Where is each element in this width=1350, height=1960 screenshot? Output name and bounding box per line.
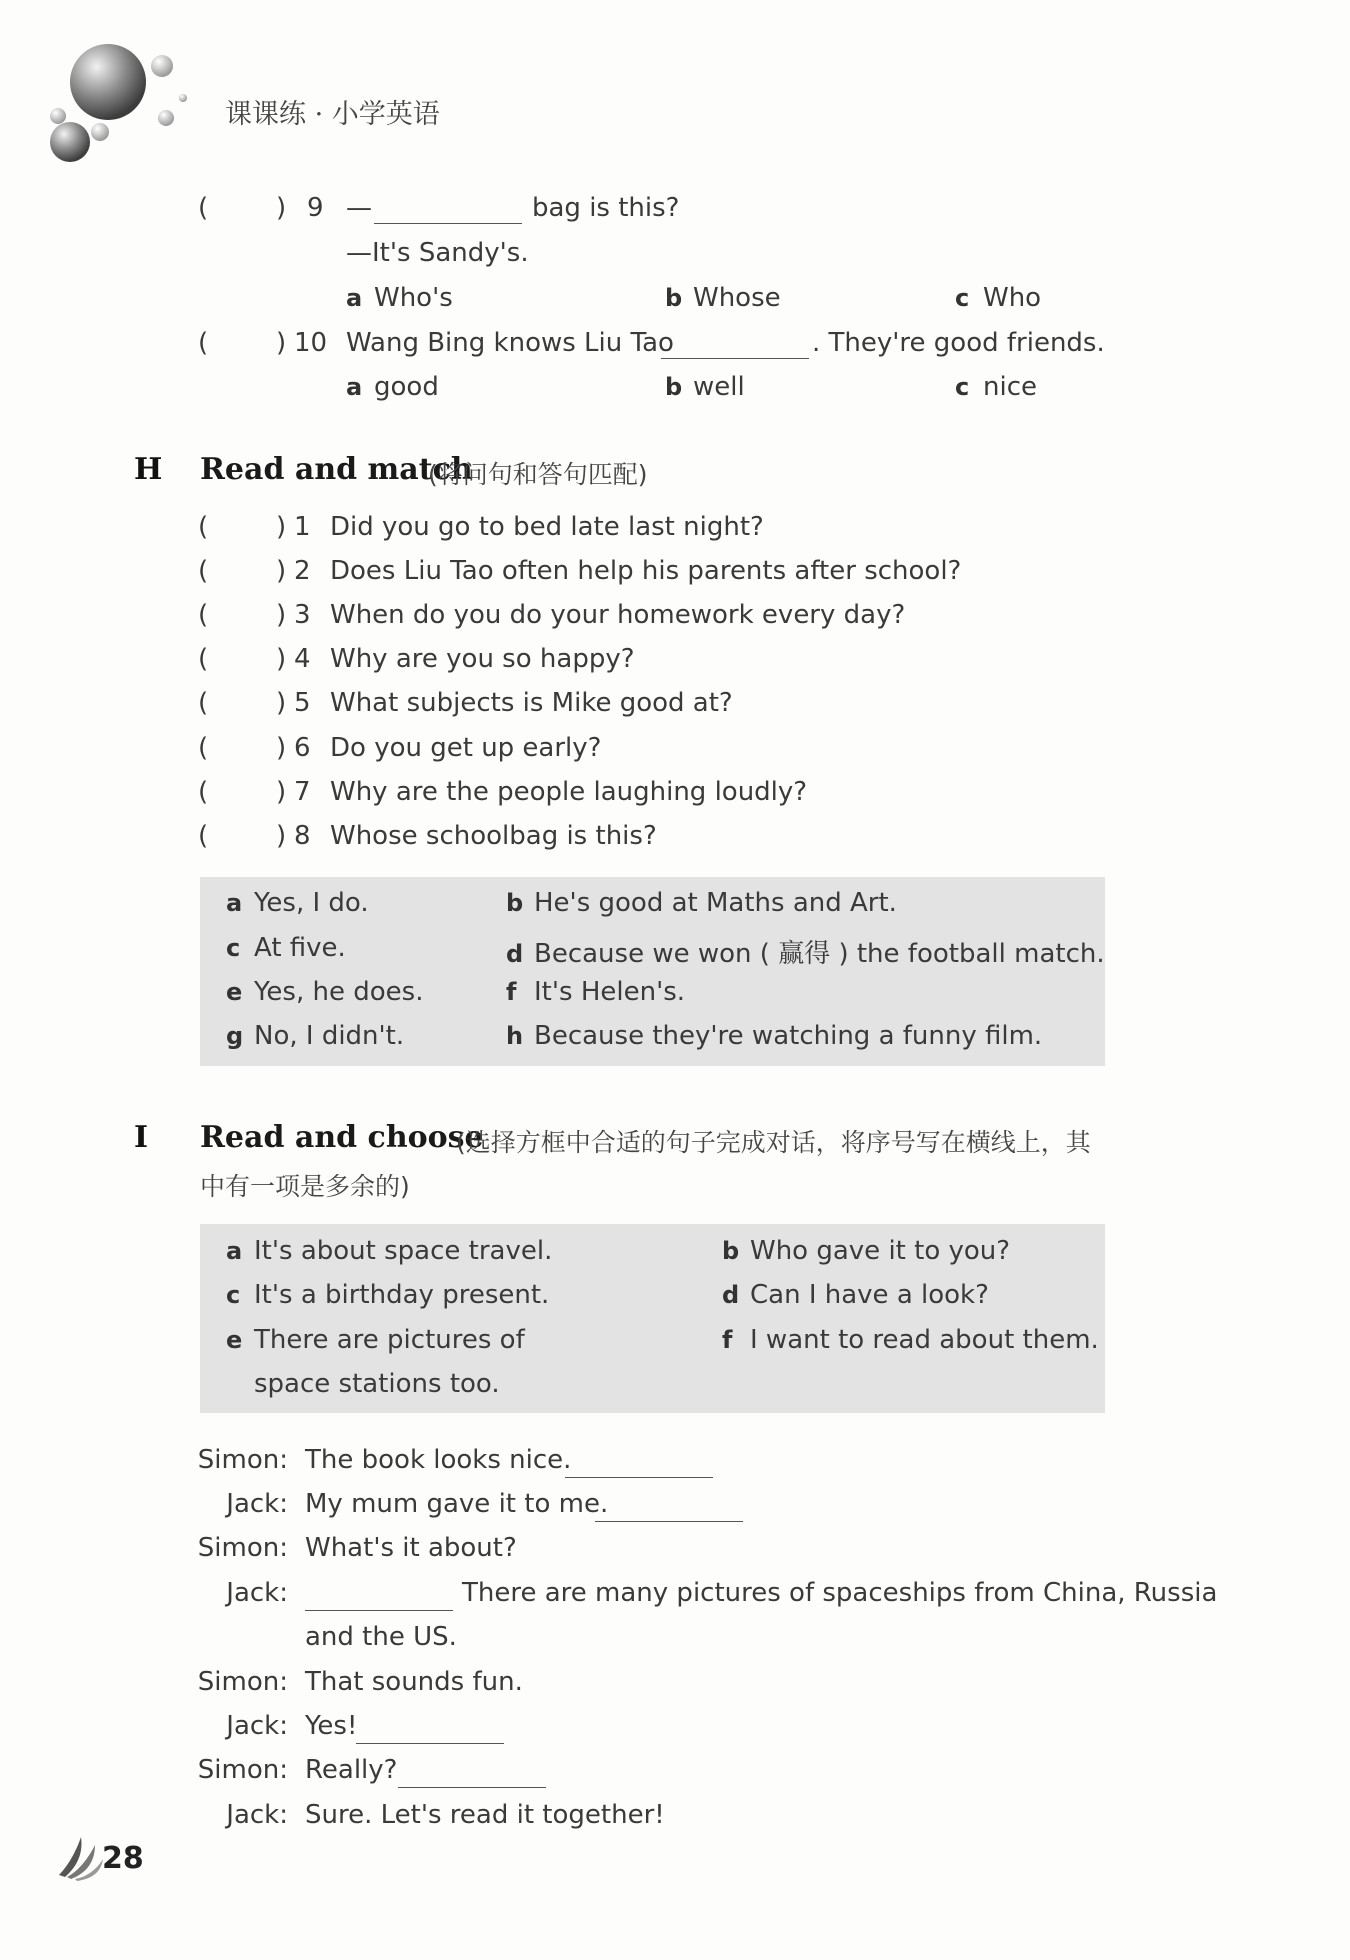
dialogue-line: What's it about? [305, 1533, 517, 1563]
match-question: ( ) 5 What subjects is Mike good at? [198, 688, 733, 718]
answer-option-e: e Yes, he does. [226, 977, 424, 1007]
match-question: ( ) 4 Why are you so happy? [198, 644, 635, 674]
question-reply: —It's Sandy's. [346, 238, 529, 268]
speaker-jack: Jack: [226, 1578, 288, 1608]
answer-paren-close: ) [276, 193, 287, 223]
dialogue-line-cont: and the US. [305, 1622, 457, 1652]
section-letter: H [134, 452, 163, 487]
answer-option-c: c At five. [226, 933, 346, 963]
question-dash: — [346, 193, 372, 223]
match-question: ( ) 7 Why are the people laughing loudly? [198, 777, 808, 807]
answer-blank[interactable] [356, 1721, 504, 1744]
leaf-icon [55, 1835, 105, 1881]
section-instruction: (将问句和答句匹配) [428, 460, 648, 489]
answer-option-d: d Because we won ( 赢得 ) the football match. [506, 939, 1105, 969]
page-number: 28 [102, 1841, 144, 1876]
dialogue-line: Really? [305, 1755, 398, 1785]
answer-paren-open: ( [198, 328, 209, 358]
match-question: ( ) 3 When do you do your homework every day? [198, 600, 906, 630]
match-question: ( ) 8 Whose schoolbag is this? [198, 821, 657, 851]
dialogue-line: The book looks nice. [305, 1445, 572, 1475]
question-text: bag is this? [532, 193, 680, 223]
section-title: Read and match [200, 452, 473, 487]
option-c[interactable]: c nice [955, 372, 1037, 402]
answer-blank[interactable] [565, 1455, 713, 1478]
dialogue-line: Yes! [305, 1711, 358, 1741]
option-a[interactable]: a good [346, 372, 439, 402]
speaker-jack: Jack: [226, 1800, 288, 1830]
dialogue-line: Sure. Let's read it together! [305, 1800, 665, 1830]
option-b[interactable]: b Whose [665, 283, 781, 313]
speaker-simon: Simon: [197, 1533, 288, 1563]
answer-option-g: g No, I didn't. [226, 1021, 405, 1051]
answer-option-a: a Yes, I do. [226, 888, 369, 918]
match-question: ( ) 1 Did you go to bed late last night? [198, 512, 764, 542]
dialogue-line: My mum gave it to me. [305, 1489, 609, 1519]
speaker-jack: Jack: [226, 1489, 288, 1519]
speaker-jack: Jack: [226, 1711, 288, 1741]
answer-paren-open: ( [198, 193, 209, 223]
dialogue-option-e: e There are pictures of [226, 1325, 525, 1355]
answer-blank[interactable] [398, 1765, 546, 1788]
section-letter: I [134, 1120, 149, 1155]
header-title: 课课练 · 小学英语 [225, 99, 440, 130]
match-question: ( ) 6 Do you get up early? [198, 733, 602, 763]
answer-blank[interactable] [305, 1588, 453, 1611]
speaker-simon: Simon: [197, 1667, 288, 1697]
speaker-simon: Simon: [197, 1445, 288, 1475]
answer-blank[interactable] [661, 336, 809, 359]
question-text: Wang Bing knows Liu Tao [346, 328, 674, 358]
dialogue-option-e-cont: space stations too. [254, 1369, 500, 1399]
dialogue-option-a: a It's about space travel. [226, 1236, 553, 1266]
answer-blank[interactable] [595, 1499, 743, 1522]
option-a[interactable]: a Who's [346, 283, 453, 313]
answer-option-f: f It's Helen's. [506, 977, 686, 1007]
section-title: Read and choose [200, 1120, 484, 1155]
section-instruction-cont: 中有一项是多余的) [200, 1172, 410, 1201]
option-c[interactable]: c Who [955, 283, 1042, 313]
section-instruction: (选择方框中合适的句子完成对话，将序号写在横线上，其 [456, 1128, 1091, 1157]
question-text-end: . They're good friends. [812, 328, 1105, 358]
dialogue-line: That sounds fun. [305, 1667, 523, 1697]
question-number: 9 [307, 193, 324, 223]
answer-paren-close: ) [276, 328, 287, 358]
dialogue-line: There are many pictures of spaceships from China, Russia [462, 1578, 1218, 1608]
answer-blank[interactable] [374, 201, 522, 224]
dialogue-option-f: f I want to read about them. [722, 1325, 1099, 1355]
bubble-decoration-icon [40, 40, 190, 170]
match-question: ( ) 2 Does Liu Tao often help his parents after school? [198, 556, 962, 586]
answer-option-b: b He's good at Maths and Art. [506, 888, 897, 918]
dialogue-option-b: b Who gave it to you? [722, 1236, 1011, 1266]
dialogue-option-d: d Can I have a look? [722, 1280, 989, 1310]
answer-option-h: h Because they're watching a funny film. [506, 1021, 1043, 1051]
dialogue-option-c: c It's a birthday present. [226, 1280, 550, 1310]
question-number: 10 [294, 328, 328, 358]
option-b[interactable]: b well [665, 372, 745, 402]
speaker-simon: Simon: [197, 1755, 288, 1785]
